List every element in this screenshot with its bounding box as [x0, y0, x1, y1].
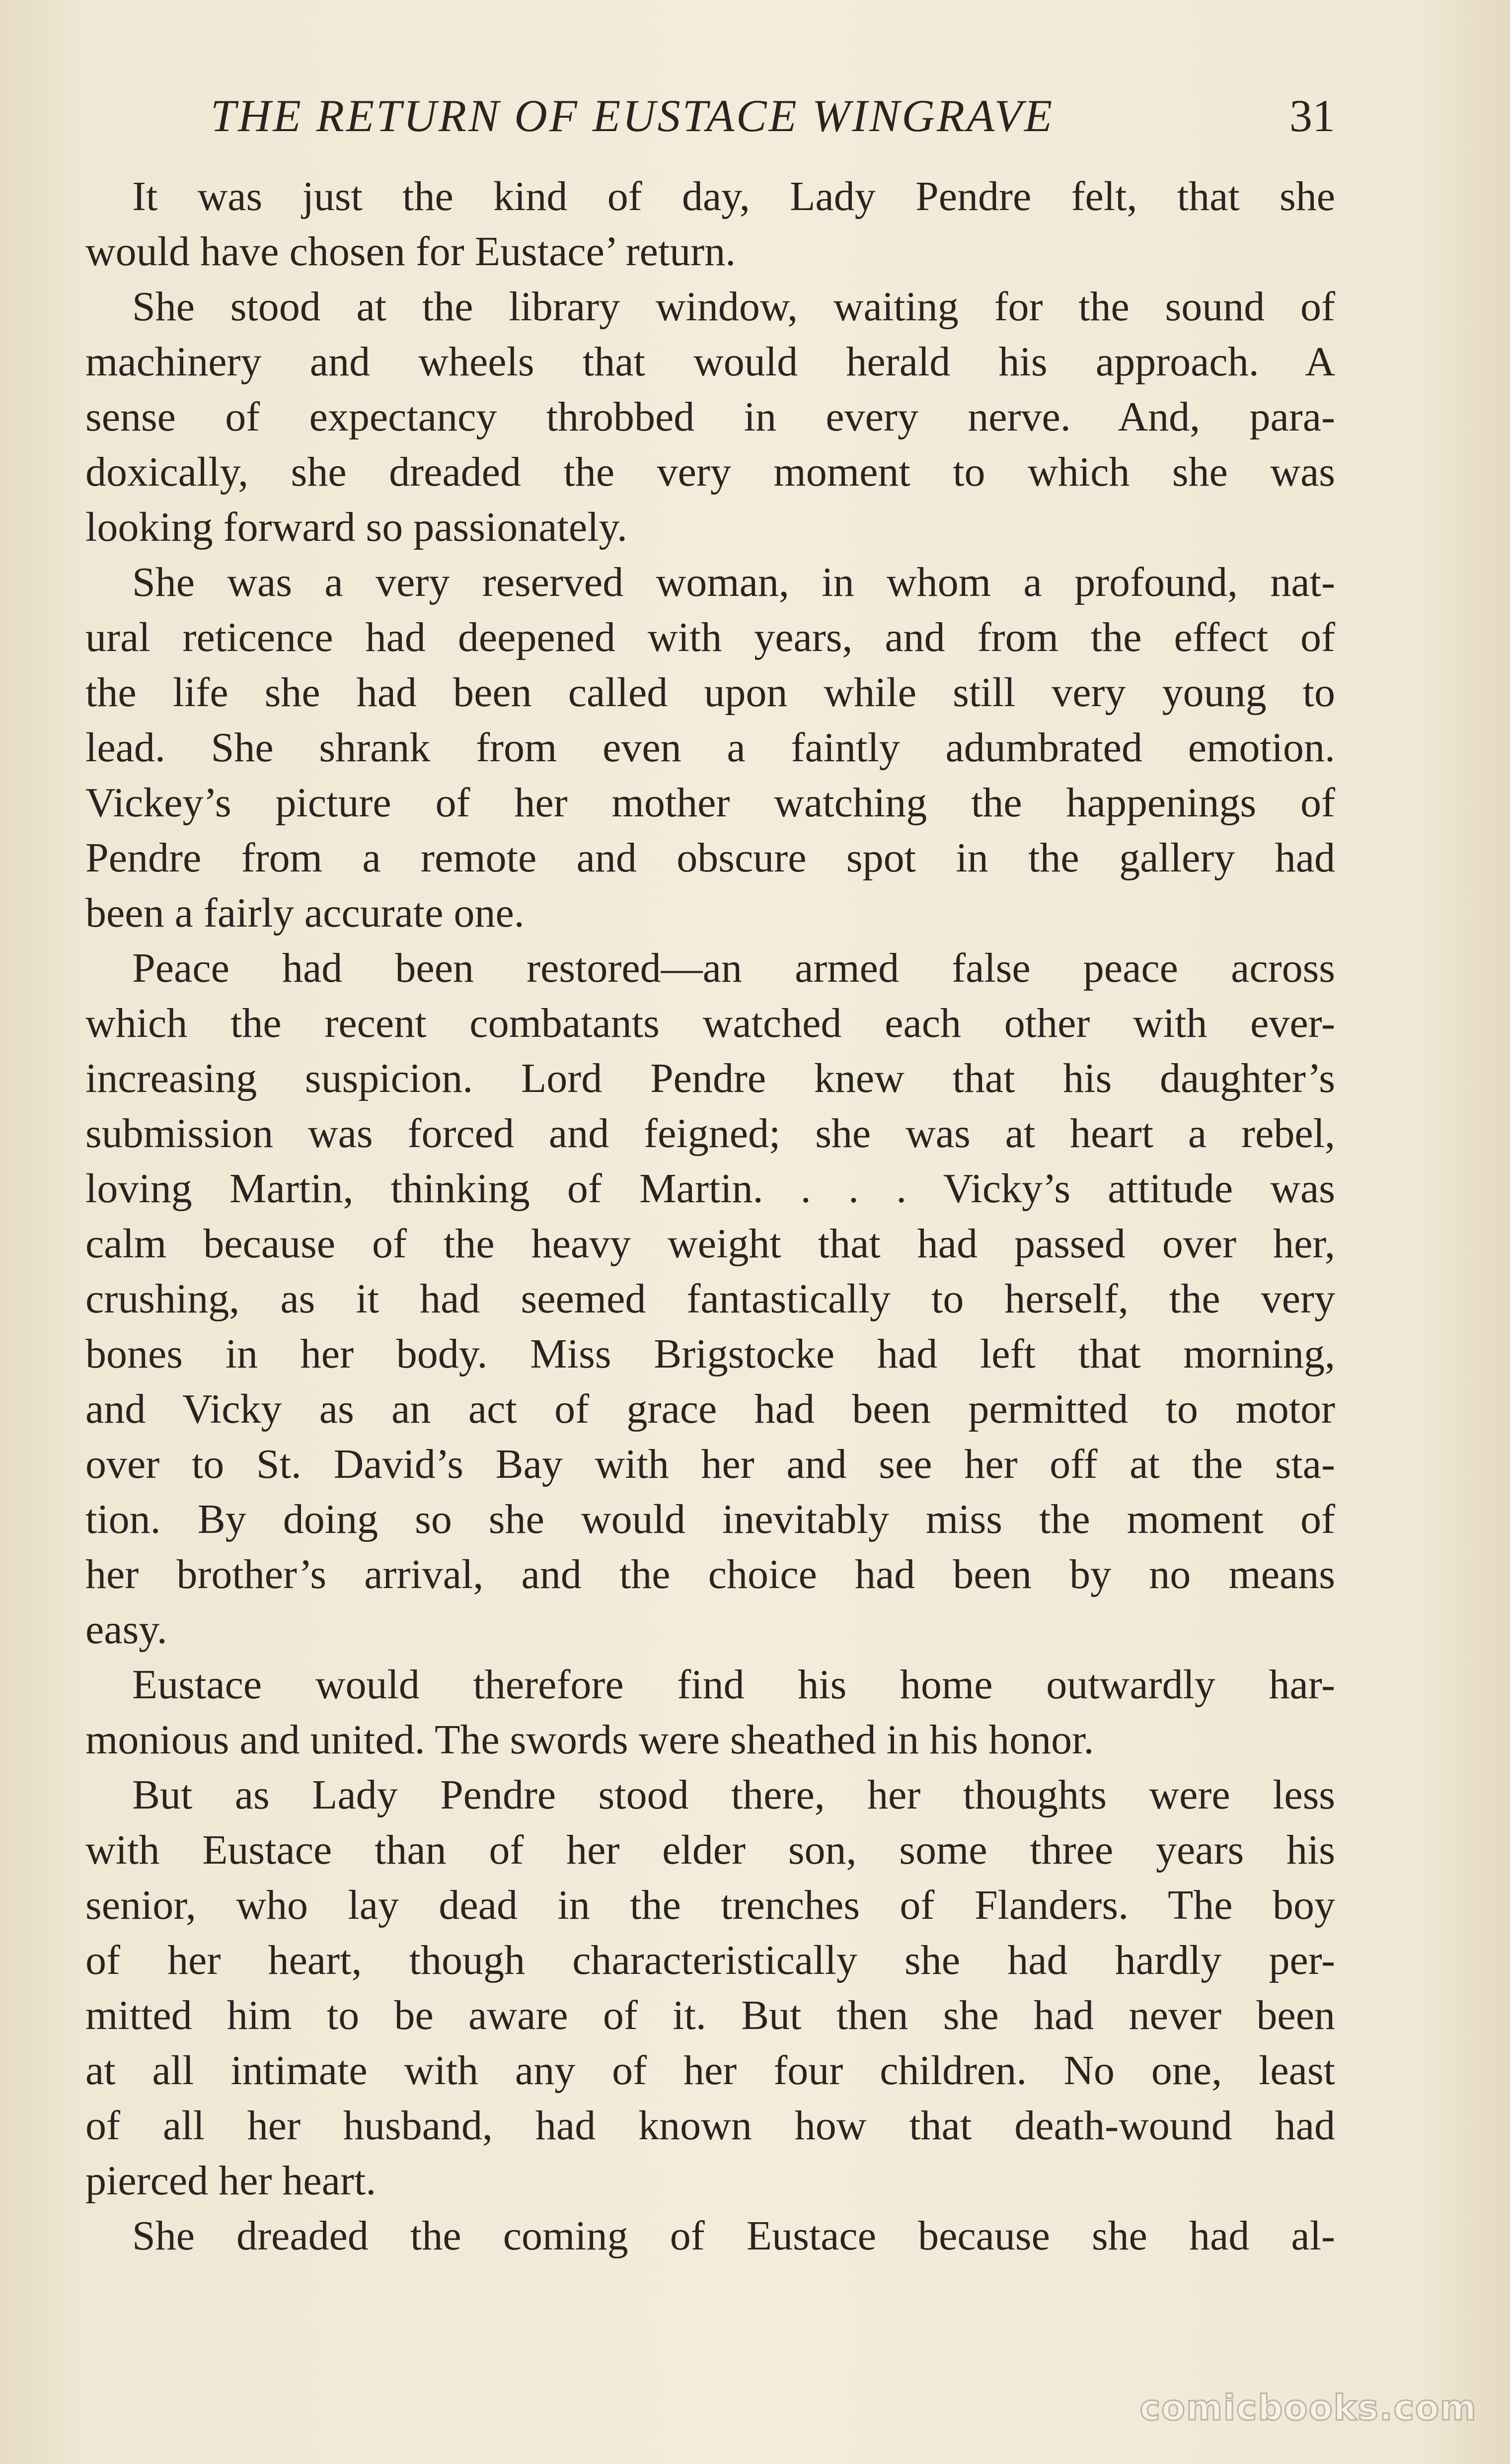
text-line: crushing, as it had seemed fantastically to herself, the very	[85, 1276, 1335, 1322]
text-line: and Vicky as an act of grace had been permitted to motor	[85, 1386, 1335, 1432]
text-line: She stood at the library window, waiting for the sound of	[132, 284, 1335, 330]
text-line: submission was forced and feigned; she was at heart a rebel,	[85, 1110, 1335, 1157]
text-line: Peace had been restored—an armed false peace across	[132, 945, 1335, 991]
text-line: bones in her body. Miss Brigstocke had left that morning,	[85, 1331, 1335, 1377]
text-line: It was just the kind of day, Lady Pendre felt, that she	[132, 173, 1335, 219]
text-line: at all intimate with any of her four children. No one, least	[85, 2047, 1335, 2094]
text-line: ural reticence had deepened with years, and from the effect of	[85, 614, 1335, 660]
text-line: pierced her heart.	[85, 2158, 377, 2204]
page-header	[85, 83, 1335, 148]
text-line: over to St. David’s Bay with her and see her off at the sta-	[85, 1441, 1335, 1487]
text-line: Pendre from a remote and obscure spot in the gallery had	[85, 835, 1335, 881]
text-line: increasing suspicion. Lord Pendre knew that his daughter’s	[85, 1055, 1335, 1101]
text-line: Vickey’s picture of her mother watching the happenings of	[85, 780, 1335, 826]
text-line: her brother’s arrival, and the choice had been by no means	[85, 1551, 1335, 1597]
text-line: monious and united. The swords were sheathed in his honor.	[85, 1717, 1094, 1763]
running-title: THE RETURN OF EUSTACE WINGRAVE	[211, 90, 1055, 141]
page-number: 31	[1289, 90, 1335, 141]
text-line: with Eustace than of her elder son, some three years his	[85, 1827, 1335, 1873]
text-line: Eustace would therefore find his home outwardly har-	[132, 1662, 1335, 1708]
text-line: lead. She shrank from even a faintly adumbrated emotion.	[85, 725, 1335, 771]
text-line: of her heart, though characteristically she had hardly per-	[85, 1937, 1335, 1983]
text-line: would have chosen for Eustace’ return.	[85, 228, 736, 275]
text-line: of all her husband, had known how that death-wound had	[85, 2102, 1335, 2149]
text-line: mitted him to be aware of it. But then she had never been	[85, 1992, 1335, 2038]
text-line: calm because of the heavy weight that had passed over her,	[85, 1221, 1335, 1267]
watermark: comicbooks.com	[1139, 2388, 1477, 2428]
text-line: tion. By doing so she would inevitably miss the moment of	[85, 1496, 1335, 1542]
text-line: easy.	[85, 1606, 167, 1653]
text-line: But as Lady Pendre stood there, her thoughts were less	[132, 1772, 1335, 1818]
text-line: She dreaded the coming of Eustace because she had al-	[132, 2213, 1335, 2259]
text-line: looking forward so passionately.	[85, 504, 628, 550]
text-line: loving Martin, thinking of Martin. . . . Vicky’s attitude was	[85, 1165, 1335, 1212]
text-line: sense of expectancy throbbed in every nerve. And, para-	[85, 394, 1335, 440]
text-line: doxically, she dreaded the very moment to which she was	[85, 449, 1335, 495]
text-line: the life she had been called upon while still very young to	[85, 669, 1335, 716]
text-line: She was a very reserved woman, in whom a profound, nat-	[132, 559, 1335, 605]
text-line: which the recent combatants watched each other with ever-	[85, 1000, 1335, 1046]
body-text	[85, 169, 1335, 2263]
text-line: machinery and wheels that would herald his approach. A	[85, 339, 1335, 385]
text-line: senior, who lay dead in the trenches of Flanders. The boy	[85, 1882, 1335, 1928]
text-line: been a fairly accurate one.	[85, 890, 525, 936]
